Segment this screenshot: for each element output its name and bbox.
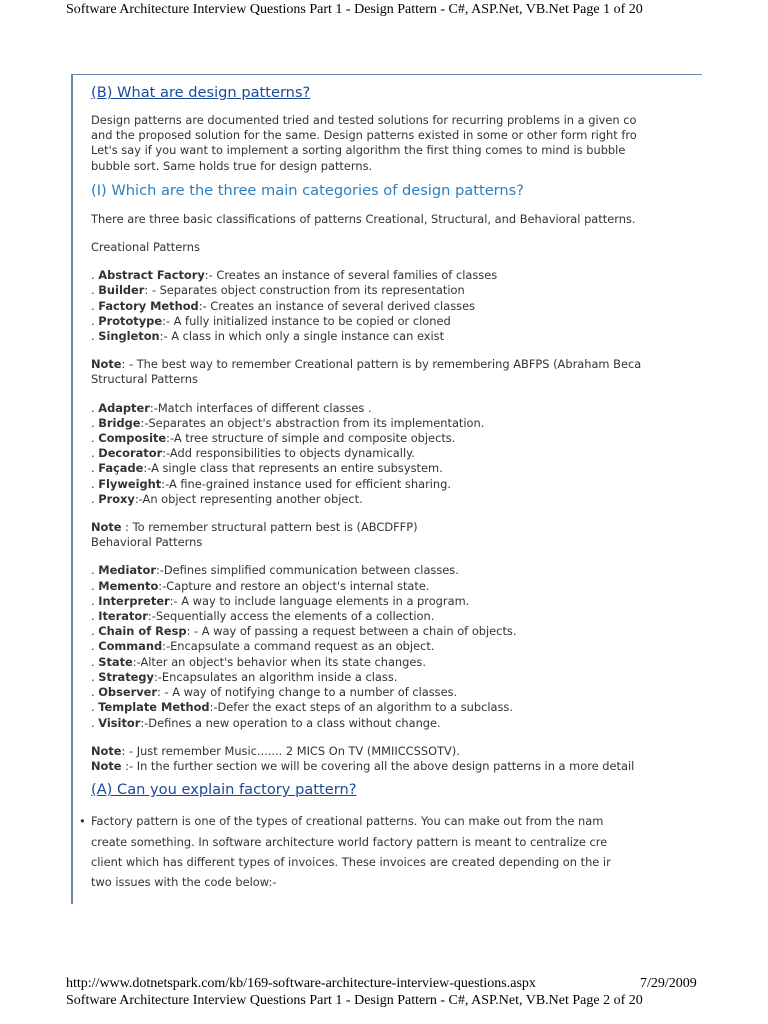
print-footer-title: Software Architecture Interview Questions Part 1 - Design Pattern - C#, ASP.Net, VB.Net Page 2 of 20 <box>66 993 643 1008</box>
list-item: . Abstract Factory:- Creates an instance of several families of classes <box>91 268 498 283</box>
list-item: . Visitor:-Defines a new operation to a class without change. <box>91 715 441 730</box>
question-heading-categories: (I) Which are the three main categories of design patterns? <box>91 181 525 199</box>
list-item: . Iterator:-Sequentially access the elements of a collection. <box>91 609 435 624</box>
article-content <box>79 83 702 893</box>
creational-title: Creational Patterns <box>91 240 200 255</box>
list-item: . Composite:-A tree structure of simple and composite objects. <box>91 431 456 446</box>
document-frame <box>71 74 702 904</box>
list-item: . Template Method:-Defer the exact steps of an algorithm to a subclass. <box>91 700 513 715</box>
categories-intro: There are three basic classifications of patterns Creational, Structural, and Behavioral patterns. <box>91 211 636 226</box>
list-item: . Mediator:-Defines simplified communication between classes. <box>91 563 459 578</box>
bullet-line: create something. In software architecture world factory pattern is meant to centralize cre <box>91 834 608 849</box>
print-footer-date: 7/29/2009 <box>640 976 697 991</box>
list-item: . Flyweight:-A fine-grained instance used for efficient sharing. <box>91 476 451 491</box>
design-patterns-paragraph <box>91 113 702 174</box>
bullet-line: • Factory pattern is one of the types of creational patterns. You can make out from the nam <box>91 811 702 831</box>
paragraph-line: and the proposed solution for the same. Design patterns existed in some or other form right fro <box>91 128 637 143</box>
list-item: . Chain of Resp: - A way of passing a request between a chain of objects. <box>91 624 517 639</box>
creational-note: Note: - The best way to remember Creational pattern is by remembering ABFPS (Abraham Beca <box>91 357 642 372</box>
list-item: . Observer: - A way of notifying change to a number of classes. <box>91 685 458 700</box>
print-header: Software Architecture Interview Questions Part 1 - Design Pattern - C#, ASP.Net, VB.Net Page 1 of 20 <box>66 2 643 17</box>
paragraph-line: Let's say if you want to implement a sorting algorithm the first thing comes to mind is bubble <box>91 143 626 158</box>
structural-note: Note : To remember structural pattern best is (ABCDFFP) <box>91 520 418 535</box>
list-item: . Factory Method:- Creates an instance of several derived classes <box>91 298 476 313</box>
list-item: . Bridge:-Separates an object's abstraction from its implementation. <box>91 415 485 430</box>
factory-bullet <box>79 811 702 893</box>
further-section-note: Note :- In the further section we will be covering all the above design patterns in a more detail <box>91 758 635 773</box>
behavioral-list <box>91 563 702 730</box>
bullet-line: client which has different types of invoices. These invoices are created depending on the ir <box>91 854 611 869</box>
list-item: . Singleton:- A class in which only a single instance can exist <box>91 329 445 344</box>
bullet-line: two issues with the code below:- <box>91 875 277 890</box>
list-item: . Prototype:- A fully initialized instance to be copied or cloned <box>91 313 451 328</box>
list-item: . Interpreter:- A way to include language elements in a program. <box>91 593 470 608</box>
behavioral-note: Note: - Just remember Music....... 2 MICS On TV (MMIICCSSOTV). <box>91 743 460 758</box>
list-item: . State:-Alter an object's behavior when its state changes. <box>91 654 426 669</box>
list-item: . Decorator:-Add responsibilities to objects dynamically. <box>91 446 415 461</box>
paragraph-line: bubble sort. Same holds true for design patterns. <box>91 158 373 173</box>
list-item: . Adapter:-Match interfaces of different classes . <box>91 400 372 415</box>
list-item: . Proxy:-An object representing another object. <box>91 491 363 506</box>
list-item: . Strategy:-Encapsulates an algorithm inside a class. <box>91 669 398 684</box>
list-item: . Façade:-A single class that represents an entire subsystem. <box>91 461 443 476</box>
question-heading-factory-pattern[interactable]: (A) Can you explain factory pattern? <box>91 781 357 799</box>
list-item: . Memento:-Capture and restore an object's internal state. <box>91 578 430 593</box>
creational-list <box>91 268 702 344</box>
behavioral-title: Behavioral Patterns <box>91 535 203 550</box>
bullet-icon: • <box>79 814 86 829</box>
paragraph-line: Design patterns are documented tried and tested solutions for recurring problems in a given co <box>91 113 637 127</box>
print-footer-url: http://www.dotnetspark.com/kb/169-software-architecture-interview-questions.aspx <box>66 976 536 991</box>
structural-list <box>91 401 702 507</box>
list-item: . Builder: - Separates object construction from its representation <box>91 283 465 298</box>
list-item: . Command:-Encapsulate a command request as an object. <box>91 639 435 654</box>
question-heading-design-patterns[interactable]: (B) What are design patterns? <box>91 84 311 101</box>
structural-title: Structural Patterns <box>91 372 198 387</box>
